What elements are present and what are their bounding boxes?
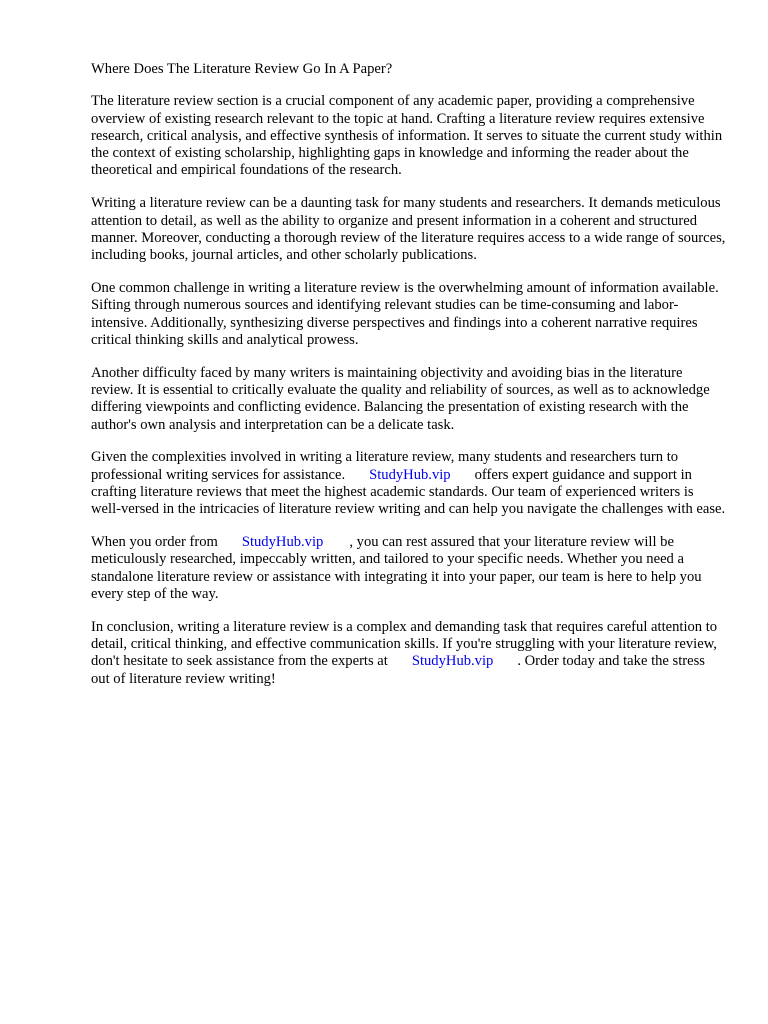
paragraph-services-text-after: offers expert guidance and support in crafting literature reviews that meet the highest academic standards. Our team of experienced writers is well-versed in the intricacies of literature review writing and can help you navigate the challenges with ease. (91, 466, 726, 518)
paragraph-objectivity: Another difficulty faced by many writers is maintaining objectivity and avoiding bias in the literature review. It is essential to critically evaluate the quality and reliability of sources, as well as to acknowledge differing viewpoints and conflicting evidence. Balancing the presentation of existing research with the author's own analysis and interpretation can be a delicate task. (91, 364, 710, 433)
paragraph-conclusion-text-before: In conclusion, writing a literature review is a complex and demanding task that requires careful attention to detail, critical thinking, and effective communication skills. If you're struggling with your literature review, don't hesitate to seek assistance from the experts at (91, 618, 718, 670)
document-title: Where Does The Literature Review Go In A Paper? (91, 61, 393, 77)
studyhub-link[interactable]: StudyHub.vip (369, 466, 451, 483)
paragraph-services (91, 449, 727, 518)
paragraph-order-text-before: When you order from (91, 534, 218, 551)
paragraph-services-text-before: Given the complexities involved in writing a literature review, many students and researchers turn to professional writing services for assistance. (91, 449, 679, 483)
studyhub-link[interactable]: StudyHub.vip (411, 653, 494, 670)
paragraph-information-overload: One common challenge in writing a literature review is the overwhelming amount of information available. Sifting through numerous sources and identifying relevant studies can be time-consuming and labor-intensive. Additionally, synthesizing diverse perspectives and findings into a coherent narrative requires critical thinking skills and analytical prowess. (91, 279, 719, 348)
paragraph-order (91, 534, 727, 603)
paragraph-intro: The literature review section is a crucial component of any academic paper, providing a comprehensive overview of existing research relevant to the topic at hand. Crafting a literature review requires extensive research, critical analysis, and effective synthesis of information. It serves to situate the current study within the context of existing scholarship, highlighting gaps in knowledge and informing the reader about the theoretical and empirical foundations of the research. (91, 93, 723, 179)
paragraph-challenge-task: Writing a literature review can be a daunting task for many students and researchers. It demands meticulous attention to detail, as well as the ability to organize and present information in a coherent and structured manner. Moreover, conducting a thorough review of the literature requires access to a wide range of sources, including books, journal articles, and other scholarly publications. (91, 195, 726, 264)
paragraph-conclusion-text-after: . Order today and take the stress out of literature review writing! (91, 653, 705, 687)
paragraph-order-text-after: , you can rest assured that your literature review will be meticulously researched, impeccably written, and tailored to your specific needs. Whether you need a standalone literature review or assistance with integrating it into your paper, our team is here to help you every step of the way. (91, 534, 702, 602)
studyhub-link[interactable]: StudyHub.vip (241, 534, 324, 551)
document-page (91, 61, 727, 703)
paragraph-conclusion (91, 619, 727, 688)
